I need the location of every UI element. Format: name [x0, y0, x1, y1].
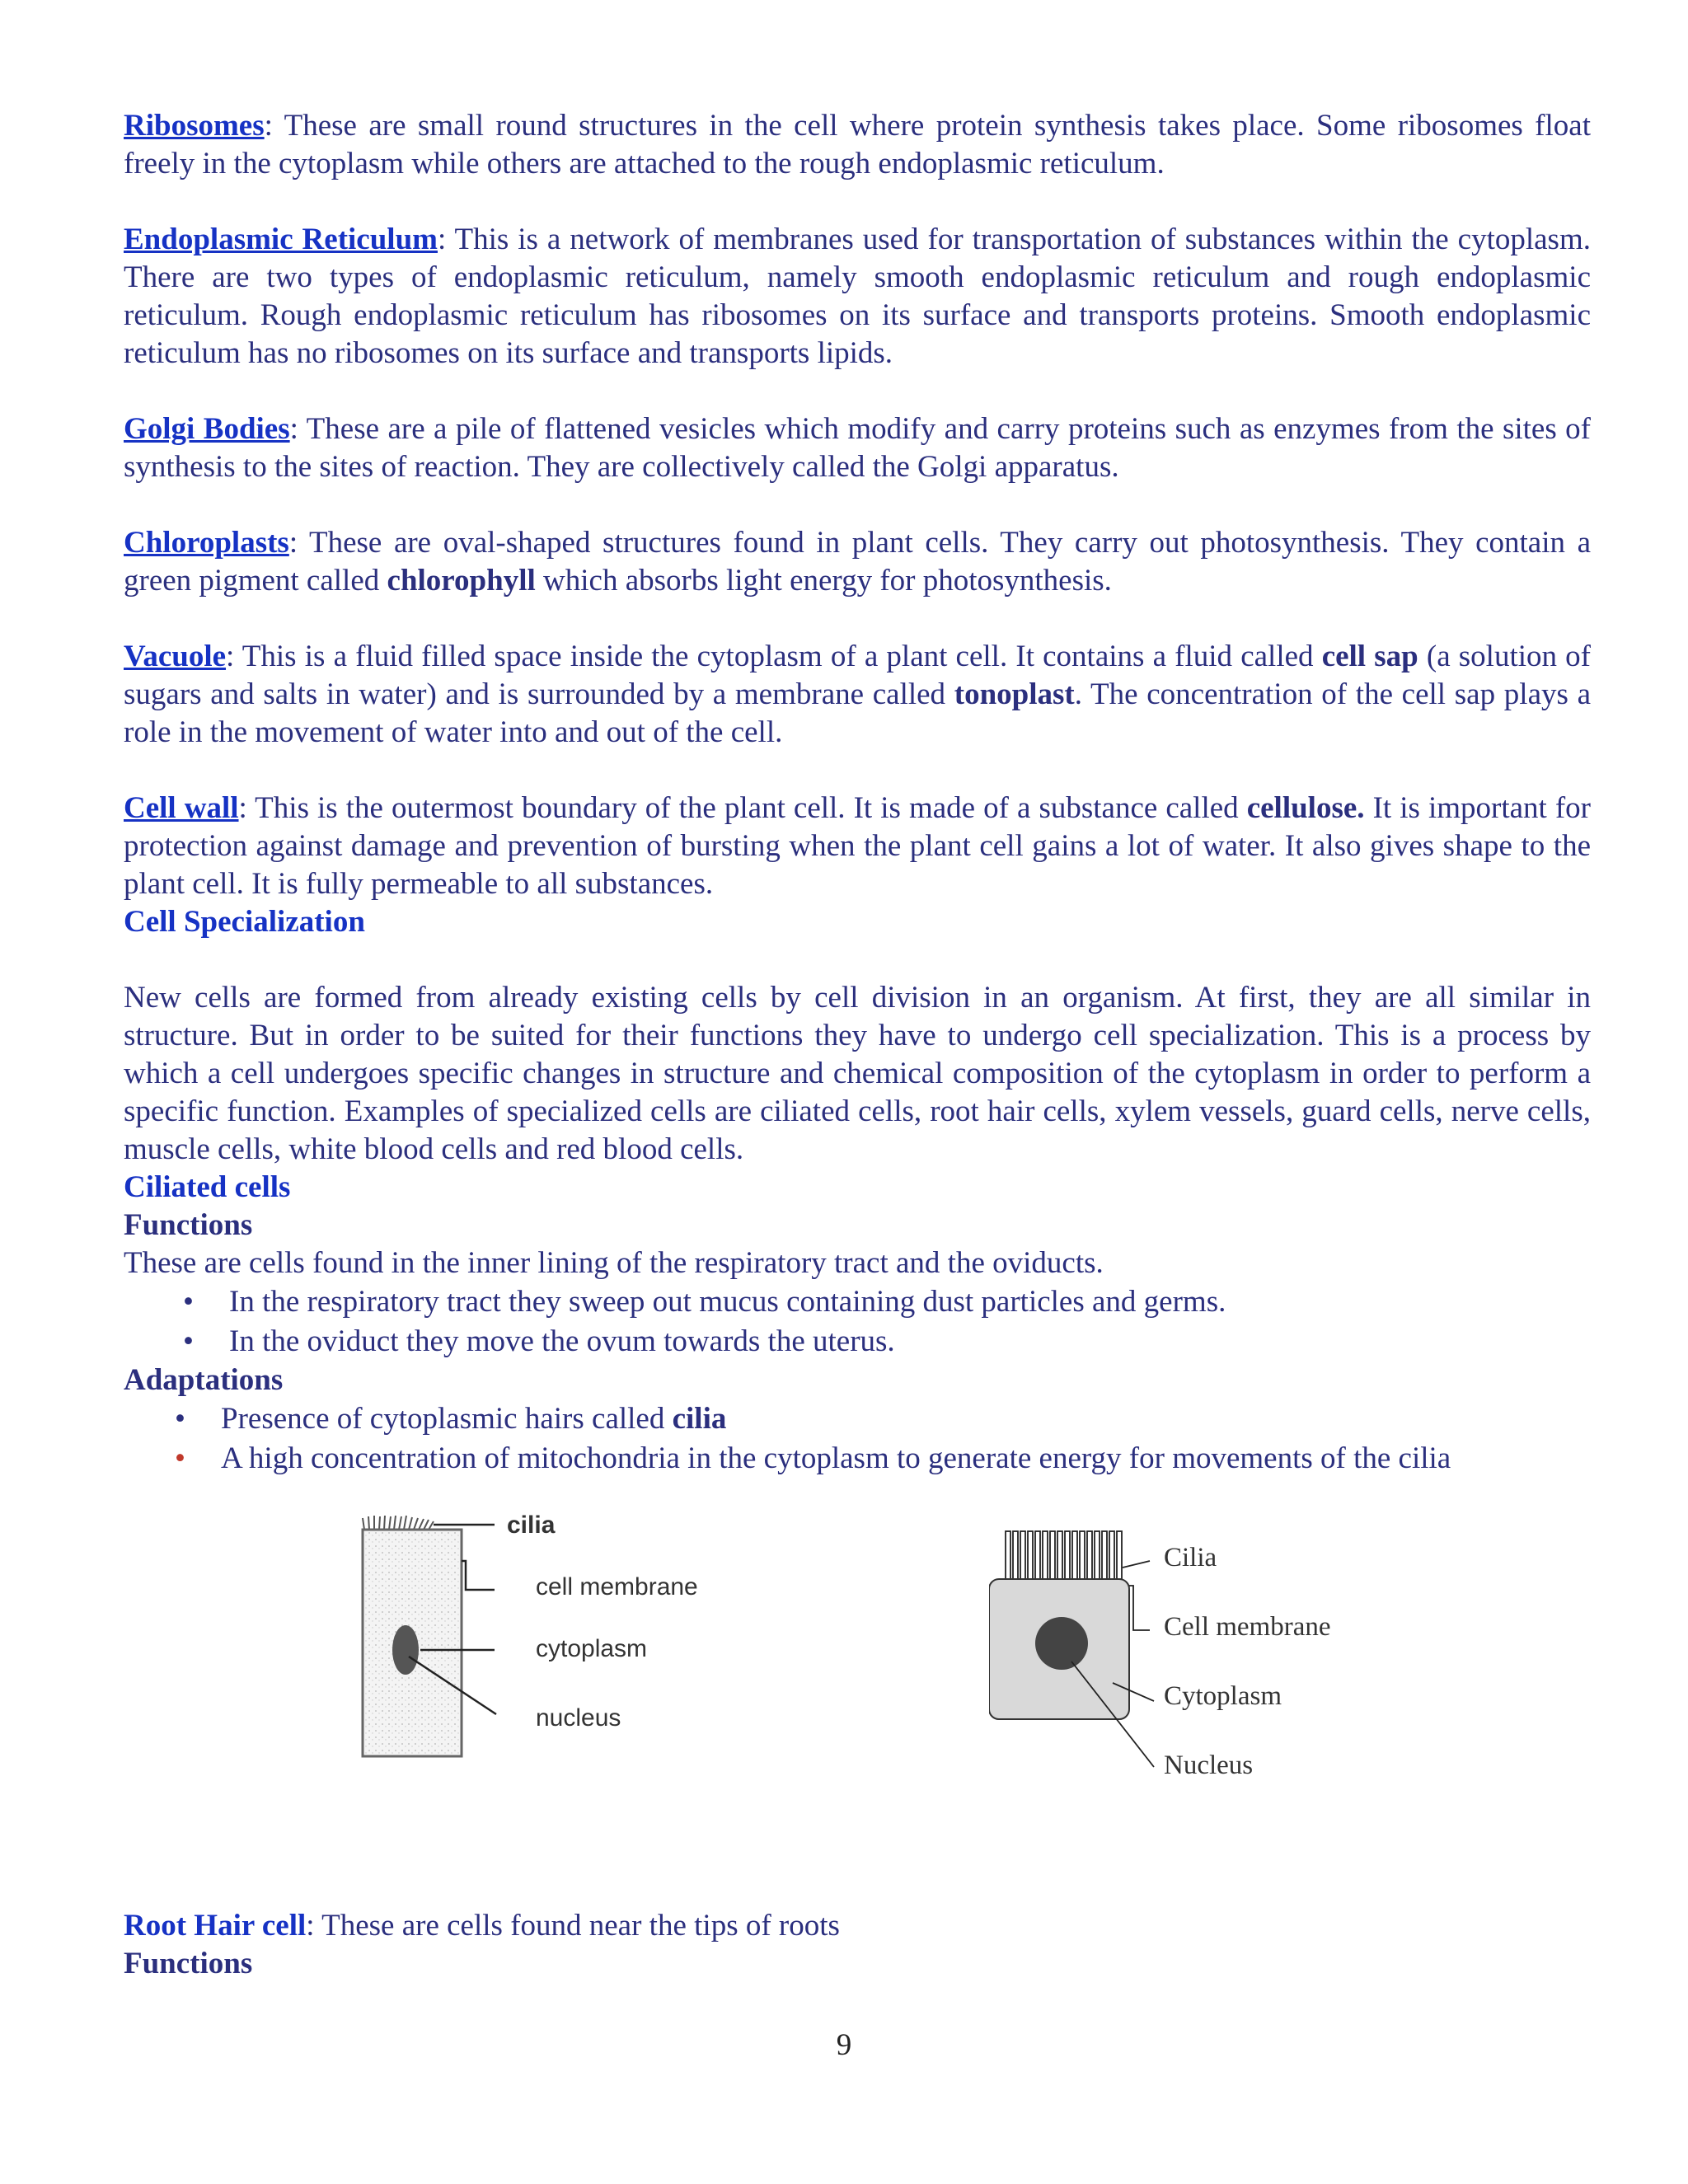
bullet-icon: • [175, 1441, 185, 1475]
ciliated-cell-diagram-left [354, 1511, 849, 1841]
adaptation-text: Presence of cytoplasmic hairs called [221, 1402, 673, 1436]
list-item [124, 1439, 1591, 1479]
cilia-icon [363, 1516, 434, 1530]
right-label-cilia: Cilia [1164, 1543, 1217, 1572]
cell-sap-keyword: cell sap [1321, 640, 1418, 673]
cilia-keyword: cilia [672, 1402, 727, 1436]
adaptation-text: A high concentration of mitochondria in the cytoplasm to generate energy for movements of the cilia [221, 1441, 1451, 1475]
ciliated-functions-list [124, 1282, 1591, 1361]
golgi-term: Golgi Bodies [124, 412, 290, 446]
golgi-text: : These are a pile of flattened vesicles which modify and carry proteins such as enzymes from the sites of synthesis to the sites of reaction. They are collectively called the Golgi apparatus. [124, 412, 1591, 484]
left-label-cytoplasm: cytoplasm [536, 1635, 648, 1662]
chloroplasts-text-1: : These are oval-shaped structures found in plant cells. They carry out photosynthesis. They contain a green pigment called [124, 526, 1591, 598]
list-item-text: In the respiratory tract they sweep out mucus containing dust particles and germs. [229, 1285, 1226, 1319]
chloroplasts-text-2: which absorbs light energy for photosynthesis. [535, 564, 1112, 598]
list-item-text: In the oviduct they move the ovum towards the uterus. [229, 1324, 895, 1358]
golgi-paragraph [124, 410, 1591, 486]
vacuole-term: Vacuole [124, 640, 227, 673]
right-label-cell-membrane: Cell membrane [1164, 1612, 1331, 1642]
bullet-icon: • [183, 1324, 194, 1358]
vacuole-text-2: (a solution of sugars and salts in water) and is surrounded by a membrane called [124, 640, 1592, 711]
left-label-nucleus: nucleus [536, 1704, 621, 1732]
cellwall-paragraph [124, 790, 1591, 903]
left-label-cilia: cilia [507, 1511, 556, 1539]
cellwall-term: Cell wall [124, 791, 239, 825]
chlorophyll-keyword: chlorophyll [387, 564, 536, 598]
left-label-cell-membrane: cell membrane [536, 1573, 698, 1601]
page-number: 9 [836, 2028, 852, 2062]
cellwall-text-2: It is important for protection against damage and prevention of bursting when the plant cell gains a lot of water. It also gives shape to the plant cell. It is fully permeable to all substances. [124, 791, 1591, 901]
er-paragraph [124, 221, 1591, 373]
cellwall-text-1: : This is the outermost boundary of the plant cell. It is made of a substance called [238, 791, 1247, 825]
ciliated-adaptations-heading: Adaptations [124, 1363, 284, 1397]
roothair-term: Root Hair cell [124, 1909, 307, 1943]
er-text: : This is a network of membranes used for transportation of substances within the cytoplasm. There are two types of endoplasmic reticulum, namely smooth endoplasmic reticulum and rough endoplasmic reticulum. Rough endoplasmic reticulum has ribosomes on its surface and transports proteins. Smooth endoplasmic reticulum has no ribosomes on its surface and transports lipids. [124, 223, 1591, 370]
ribosomes-term: Ribosomes [124, 109, 265, 143]
list-item [124, 1282, 1591, 1322]
document-page [124, 107, 1591, 1983]
vacuole-text-3: . The concentration of the cell sap plays a role in the movement of water into and out of the cell. [124, 677, 1591, 749]
cilia-icon [1006, 1531, 1122, 1579]
ciliated-functions-heading: Functions [124, 1208, 253, 1242]
specialization-paragraph: New cells are formed from already existing cells by cell division in an organism. At first, they are all similar in structure. But in order to be suited for their functions they have to undergo cell specialization. This is a process by which a cell undergoes specific changes in structure and chemical composition of the cytoplasm in order to perform a specific function. Examples of specialized cells are ciliated cells, root hair cells, xylem vessels, guard cells, nerve cells, muscle cells, white blood cells and red blood cells. [124, 981, 1591, 1166]
tonoplast-keyword: tonoplast [954, 677, 1075, 711]
ciliated-intro: These are cells found in the inner lining of the respiratory tract and the oviducts. [124, 1246, 1104, 1280]
ciliated-heading: Ciliated cells [124, 1170, 291, 1204]
er-term: Endoplasmic Reticulum [124, 223, 438, 256]
specialization-heading: Cell Specialization [124, 905, 365, 939]
right-label-cytoplasm: Cytoplasm [1164, 1681, 1282, 1711]
vacuole-paragraph [124, 638, 1591, 752]
vacuole-text-1: : This is a fluid filled space inside the cytoplasm of a plant cell. It contains a fluid called [226, 640, 1322, 673]
list-item [124, 1322, 1591, 1361]
roothair-text: : These are cells found near the tips of roots [306, 1909, 840, 1943]
list-item [124, 1399, 1591, 1439]
nucleus-icon [1035, 1617, 1088, 1670]
roothair-functions-heading: Functions [124, 1947, 253, 1980]
cellulose-keyword: cellulose. [1246, 791, 1365, 825]
ciliated-adaptations-list [124, 1399, 1591, 1479]
nucleus-icon [392, 1625, 419, 1675]
ribosomes-paragraph [124, 107, 1591, 183]
chloroplasts-paragraph [124, 524, 1591, 600]
roothair-paragraph [124, 1907, 1591, 1945]
ribosomes-text: : These are small round structures in the cell where protein synthesis takes place. Some ribosomes float freely in the cytoplasm while others are attached to the rough endoplasmic reticulum. [124, 109, 1591, 180]
chloroplasts-term: Chloroplasts [124, 526, 289, 560]
bullet-icon: • [175, 1402, 185, 1436]
bullet-icon: • [183, 1285, 194, 1319]
ciliated-cell-figures [124, 1511, 1591, 1874]
right-label-nucleus: Nucleus [1164, 1750, 1254, 1780]
